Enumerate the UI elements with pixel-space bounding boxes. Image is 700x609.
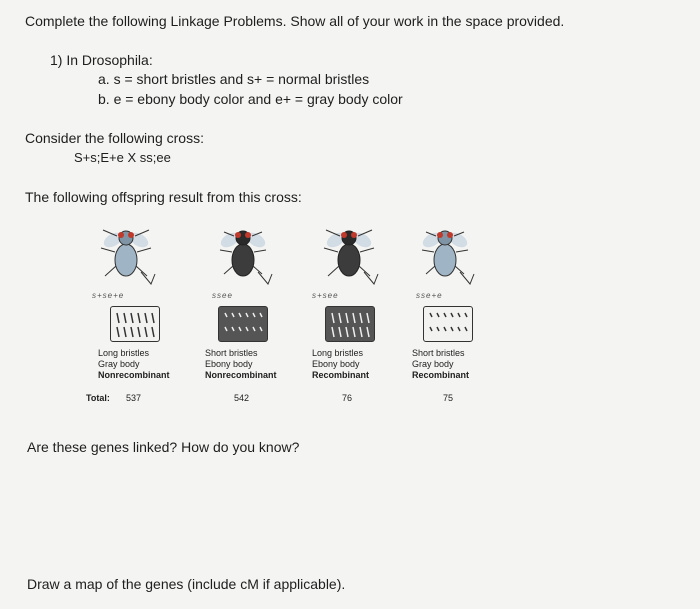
offspring-3-bristle-swatch xyxy=(325,306,375,342)
offspring-3-genotype: s+see xyxy=(312,291,339,300)
offspring-1-body: Gray body xyxy=(98,359,140,369)
problem-item-b: b. e = ebony body color and e+ = gray body color xyxy=(98,91,403,107)
offspring-3-body: Ebony body xyxy=(312,359,360,369)
bristle-pattern xyxy=(326,307,374,341)
offspring-3-count: 76 xyxy=(342,393,353,403)
bristle-pattern xyxy=(219,307,267,341)
offspring-1-type: Nonrecombinant xyxy=(98,370,170,380)
bristle-pattern xyxy=(424,307,472,341)
total-label: Total: xyxy=(86,393,110,403)
cross-heading: Consider the following cross: xyxy=(25,130,204,146)
question-map: Draw a map of the genes (include cM if applicable). xyxy=(27,576,346,592)
bristle-pattern xyxy=(111,307,159,341)
offspring-2-count: 542 xyxy=(234,393,250,403)
fly-icon-gray-long xyxy=(93,222,159,286)
offspring-3-bristles: Long bristles xyxy=(312,348,364,358)
offspring-4-type: Recombinant xyxy=(412,370,470,380)
offspring-1-bristle-swatch xyxy=(110,306,160,342)
offspring-2-type: Nonrecombinant xyxy=(205,370,277,380)
offspring-4-bristles: Short bristles xyxy=(412,348,465,358)
offspring-4-count: 75 xyxy=(443,393,454,403)
offspring-1-genotype: s+se+e xyxy=(92,291,125,300)
cross-formula: S+s;E+e X ss;ee xyxy=(74,150,171,165)
offspring-2-genotype: ssee xyxy=(212,291,233,300)
offspring-2-bristles: Short bristles xyxy=(205,348,258,358)
fly-icon-ebony-long xyxy=(316,222,382,286)
offspring-2-body: Ebony body xyxy=(205,359,253,369)
instructions: Complete the following Linkage Problems. Show all of your work in the space provided. xyxy=(25,13,565,29)
offspring-4-genotype: sse+e xyxy=(416,291,443,300)
offspring-3-type: Recombinant xyxy=(312,370,370,380)
fly-icon-gray-short xyxy=(412,222,478,286)
offspring-2-bristle-swatch xyxy=(218,306,268,342)
problem-title: 1) In Drosophila: xyxy=(50,52,153,68)
fly-icon-ebony-short xyxy=(210,222,276,286)
offspring-heading: The following offspring result from this cross: xyxy=(25,189,302,205)
offspring-1-bristles: Long bristles xyxy=(98,348,150,358)
offspring-1-count: 537 xyxy=(126,393,142,403)
question-linked: Are these genes linked? How do you know? xyxy=(27,439,300,455)
offspring-4-body: Gray body xyxy=(412,359,454,369)
offspring-4-bristle-swatch xyxy=(423,306,473,342)
problem-item-a: a. s = short bristles and s+ = normal bristles xyxy=(98,71,370,87)
